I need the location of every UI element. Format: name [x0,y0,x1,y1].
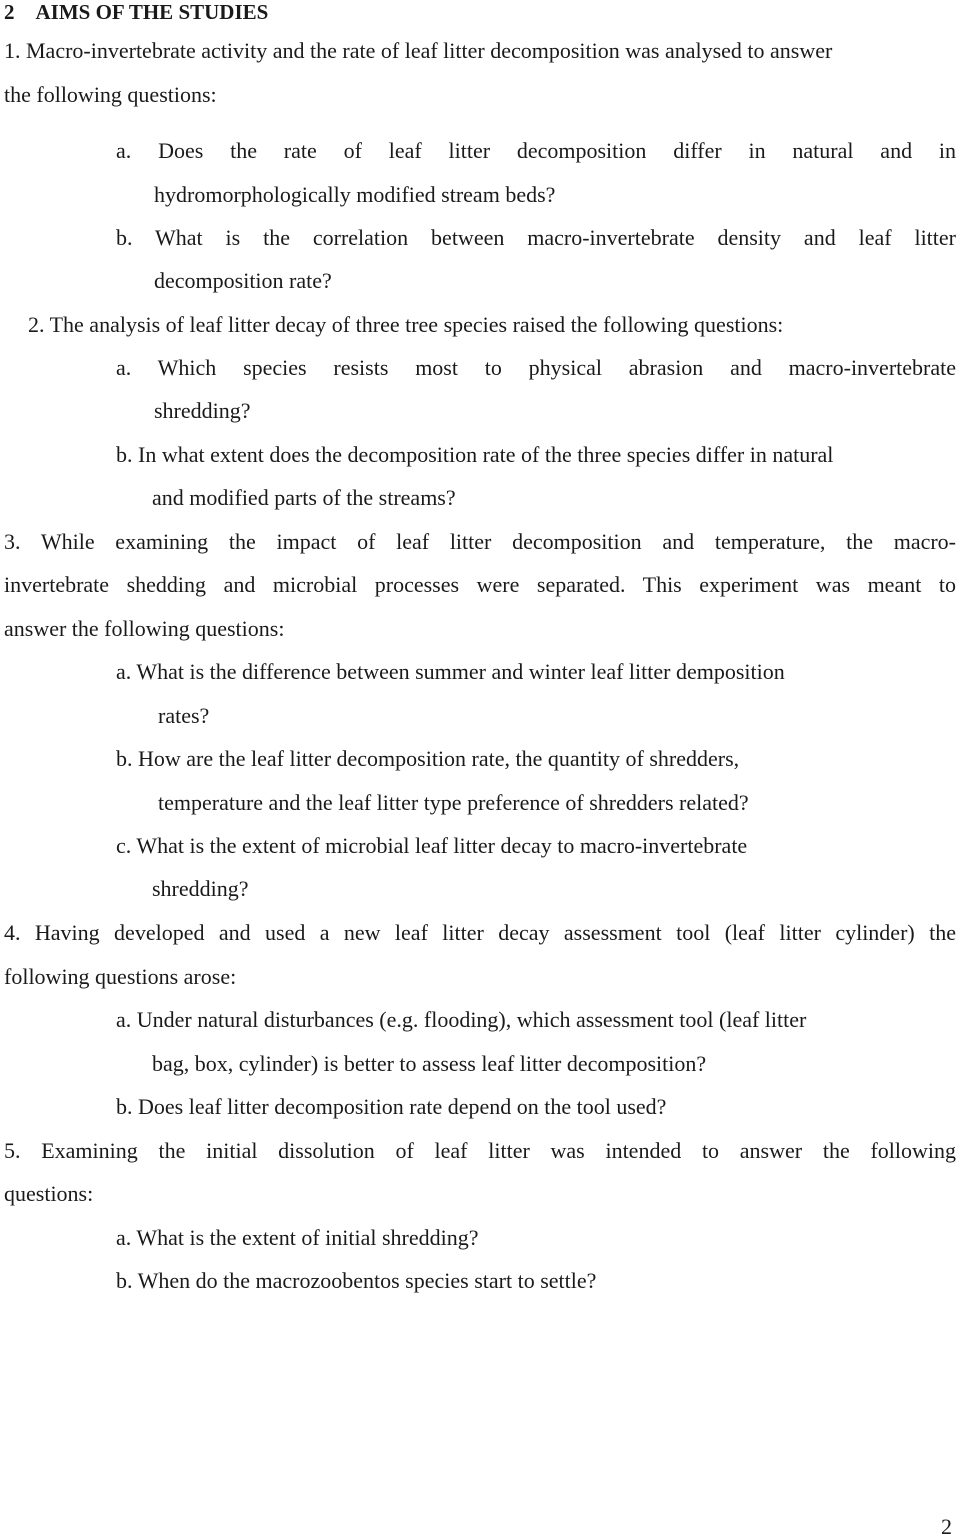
paragraph-1-line-1: 1. Macro-invertebrate activity and the rate of leaf litter decomposition was analysed to answer [4,38,833,63]
paragraph-4-line-1: 4. Having developed and used a new leaf litter decay assessment tool (leaf litter cylinder) the [4,920,956,945]
page-number: 2 [941,1514,952,1539]
question-5b: b. When do the macrozoobentos species start to settle? [116,1268,597,1293]
question-1a-line-1: a. Does the rate of leaf litter decomposition differ in natural and in [116,138,956,163]
question-4b: b. Does leaf litter decomposition rate depend on the tool used? [116,1094,667,1119]
paragraph-3-line-2: invertebrate shedding and microbial processes were separated. This experiment was meant to [4,572,956,597]
question-3a-line-2: rates? [158,703,210,728]
question-2b-line-1: b. In what extent does the decomposition rate of the three species differ in natural [116,442,834,467]
question-2a-line-2: shredding? [154,398,251,423]
section-heading [4,0,268,25]
question-5a: a. What is the extent of initial shredding? [116,1225,479,1250]
paragraph-4-line-2: following questions arose: [4,964,237,989]
section-number: 2 [4,0,15,24]
question-2a-line-1: a. Which species resists most to physical abrasion and macro-invertebrate [116,355,956,380]
question-3a-line-1: a. What is the difference between summer and winter leaf litter demposition [116,659,785,684]
question-1a-line-2: hydromorphologically modified stream beds? [154,182,556,207]
question-3b-line-1: b. How are the leaf litter decomposition rate, the quantity of shredders, [116,746,740,771]
question-1b-line-2: decomposition rate? [154,268,332,293]
question-3c-line-1: c. What is the extent of microbial leaf litter decay to macro-invertebrate [116,833,748,858]
question-3b-line-2: temperature and the leaf litter type preference of shredders related? [158,790,749,815]
paragraph-5-line-2: questions: [4,1181,94,1206]
question-4a-line-1: a. Under natural disturbances (e.g. flooding), which assessment tool (leaf litter [116,1007,807,1032]
paragraph-3-line-3: answer the following questions: [4,616,285,641]
paragraph-2: 2. The analysis of leaf litter decay of three tree species raised the following questions: [28,312,784,337]
question-4a-line-2: bag, box, cylinder) is better to assess leaf litter decomposition? [152,1051,707,1076]
paragraph-1-line-2: the following questions: [4,82,217,107]
question-3c-line-2: shredding? [152,876,249,901]
section-title: AIMS OF THE STUDIES [35,0,269,24]
question-1b-line-1: b. What is the correlation between macro-invertebrate density and leaf litter [116,225,956,250]
question-2b-line-2: and modified parts of the streams? [152,485,456,510]
paragraph-3-line-1: 3. While examining the impact of leaf litter decomposition and temperature, the macro- [4,529,956,554]
paragraph-5-line-1: 5. Examining the initial dissolution of leaf litter was intended to answer the following [4,1138,956,1163]
